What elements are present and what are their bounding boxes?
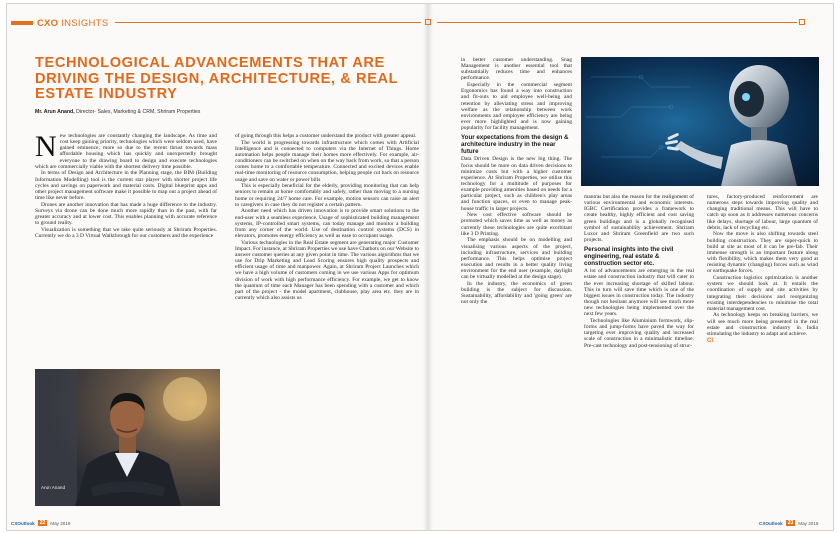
footer-magazine-name: CXOutlook [11, 520, 35, 526]
paragraph: Now the move is also shifting towards steel building construction. They are super-quick to build at site as most of it can be pre-fab. Their immense strength is an important feature along with flexibility, which makes them very good at resisting dynamic (changing) forces such as wind or earthquake forces. [707, 231, 818, 275]
section-name-light: INSIGHTS [61, 17, 109, 29]
paragraph: Another need which has driven innovation is to provide smart solutions to the end-user with a seamless experience. Usage of sophisticated building management systems, IP-controlled smart systems, can today manage and monitor a building from any corner of the world. Use of destination control systems (DCS) in elevators, promotes energy efficiency as well as ease to occupant usage. [235, 208, 419, 239]
paragraph: A lot of advancements are emerging in the real estate and construction industry that will cater to the ever increasing shortage of skilled labour. This in turn will save time which is one of the biggest issues in construction today. The industry though not hesitant anymore will see much more new technologies being implemented over the next few years. [584, 268, 694, 318]
paragraph: Technologies like Aluminium formwork, slip-forms and jump-forms have paved the way for targeting ever improving quality and increased scale of construction in a minimalistic timeline. Pre-cast technology and post-tensioning of struc- [584, 318, 694, 349]
section-tag [11, 16, 108, 30]
author-title: Director- Sales, Marketing & CRM, Shriram Properties [76, 109, 201, 115]
paragraph: ew technologies are constantly changing the landscape. As time and cost keep gaining priority, technologies which were seldom used, have gained eminence; more so due to the recent thrust towards mass affordable housing which has quickly and unexpectedly brought everyone to the drawing board to design and execute technologies which are commercially viable with the shortest delivery time possible. [35, 133, 217, 170]
byline [35, 109, 200, 115]
paragraph: The world is progressing towards infrastructure which comes with Artificial Intelligence and is connected to computers via the Internet of Things. Home automation helps people manage their homes more effectively. For example, air-conditioners can be switched on when on the way back from work, so that a person comes home to a comfortable temperature. Connected and excited devices enable real-time monitoring of resource consumption, helping people cut back on resource usage and save on water or power bills [235, 139, 419, 183]
paragraph: mantras but also the reason for the realignment of various environmental and economic interests. IGBC Certification provides a framework to create healthy, highly efficient and cost saving green buildings and is a globally recognised symbol of sustainability achievement. Shriram Luxor and Shriram Greenfield are two such projects. [584, 194, 694, 244]
footer-magazine-name: CXOutlook [759, 520, 783, 526]
end-mark: CI [707, 337, 713, 344]
decor-square [799, 19, 805, 25]
paragraph: Visualization is something that we take quite seriously at Shriram Properties. Currently we do a 3 D Virtual Walkthrough for our customers and the experience [35, 226, 217, 239]
photo-caption: Arun Anand [41, 485, 66, 490]
drop-cap: N [35, 130, 57, 163]
section-tag-bar [11, 21, 33, 25]
paragraph: The emphasis should be on modelling and visualising various aspects of the project, including infrastructure, services and building performance. This helps optimise project execution and results in a better quality living environment for the end user (example, daylight can be virtually modelled at the design stage). [461, 237, 572, 281]
page-gutter [423, 4, 433, 531]
robot-photo-illustration [581, 57, 819, 186]
magazine-spread [6, 3, 834, 531]
footer-left [11, 520, 70, 526]
article-column-5 [707, 194, 818, 344]
paragraph: In terms of Design and Architecture in the Planning stage, the BIM (Building Information Modelling) tool is the current star player with shorter project life cycles and savings on paperwork and material costs. Digital blueprint apps and other project management software make it possible to map out a project ahead of time like never before. [35, 170, 217, 202]
author-name: Mr. Arun Anand, [35, 109, 75, 115]
paragraph: in better customer understanding. Snag Management is another essential tool that substantially reduces time and enhances performance. [461, 57, 572, 82]
paragraph: As technology keeps on breaking barriers, we will see much more being presented in the real estate and construction industry in India stimulating the industry to adapt and achieve. [707, 312, 818, 337]
subheading: Personal insights into the civil engineering, real estate & construction sector etc. [584, 246, 674, 268]
article-column-1 [35, 130, 217, 240]
article-column-3 [461, 57, 572, 306]
subheading: Your expectations from the design & architecture industry in the near future [461, 134, 569, 156]
page-number: 22 [39, 520, 46, 526]
paragraph: In the industry, the economics of green building is the subject for discussion. Sustainability, affordability and 'going green' are not only the [461, 281, 572, 306]
paragraph: Various technologies in the Real Estate segment are generating major Customer Impact. For instance, at Shriram Properties we use have Chatbots on our Website to answer customer queries at any given point in time. The various algorithms that we use for Drip Marketing and Lead Scoring ensures high quality prospects and efficient usage of time and manpower. Again, at Shriram Project Launches which we have a high volume of customers coming in we use various Apps for optimum division of work with high performance efficiency. For example, we get to know the quantum of time each Manager has been spending with a customer and which part of the project - the model apartment, clubhouse, play area etc. they are in currently which also assists us [235, 239, 419, 302]
paragraph: This is especially beneficial for the elderly, providing monitoring that can help seniors to remain at home comfortably and safely, rather than moving to a nursing home or requiring 24/7 home care. For example, motion sensors can raise an alert to caregivers in case they do not register a certain pattern. [235, 183, 419, 208]
paragraph: Construction logistics optimization is another system we should look at. It entails the coordination of supply and site activities by integrating their decisions and reorganizing existing interdependencies to minimise the total material management cost. [707, 275, 818, 312]
decor-square [425, 19, 431, 25]
article-column-4 [584, 194, 694, 349]
top-rule-left [115, 22, 421, 23]
top-rule-right [437, 22, 797, 23]
article-column-2 [235, 133, 419, 302]
paragraph: of going through this helps a customer understand the product with greater appeal. [235, 133, 417, 139]
article-headline: TECHNOLOGICAL ADVANCEMENTS THAT ARE DRIVING THE DESIGN, ARCHITECTURE, & REAL ESTATE INDUSTRY [35, 55, 398, 102]
paragraph: Drones are another innovation that has made a huge difference to the industry. Surveys via drone can be done much more rapidly than in the past, with far greater accuracy and at lower cost. This enables planning with accurate reference to ground reality. [35, 201, 217, 227]
section-name-bold: CXO [37, 17, 59, 29]
paragraph: New cost effective software should be promoted which saves time as well as money as currently these technologies are quite exorbitant like 3 D Printing. [461, 212, 572, 237]
paragraph: Especially in the commercial segment Ergonomics has found a way into construction and fit-outs to aid employee well-being and retention by alleviating stress and improving welfare as the relationship between work environments and employee efficiency are being ever more highlighted and is now gaining popularity for facility management. [461, 82, 572, 132]
paragraph: tures, factory-produced reinforcement are numerous steps towards improving quality and changing traditional means. This will have to catch up soon as it addresses numerous concerns like delays, shortage of labour, large quantum of debris, lack of recycling etc. [707, 194, 818, 231]
page-number: 23 [787, 520, 794, 526]
footer-issue-date: May 2019 [50, 520, 71, 526]
paragraph: Data Driven Design is the new big thing. The focus should be more on data driven decisions to minimize costs but with a higher customer experience. At Shriram Properties, we utilise this technology for a multitude of purposes for example providing amenities based on needs for a particular project, such as children's play areas and function spaces, or even to manage peak-house traffic in larger projects. [461, 156, 572, 212]
footer-right [759, 520, 818, 526]
author-photo [35, 369, 220, 506]
robot-photo [581, 57, 819, 186]
footer-issue-date: May 2019 [798, 520, 819, 526]
